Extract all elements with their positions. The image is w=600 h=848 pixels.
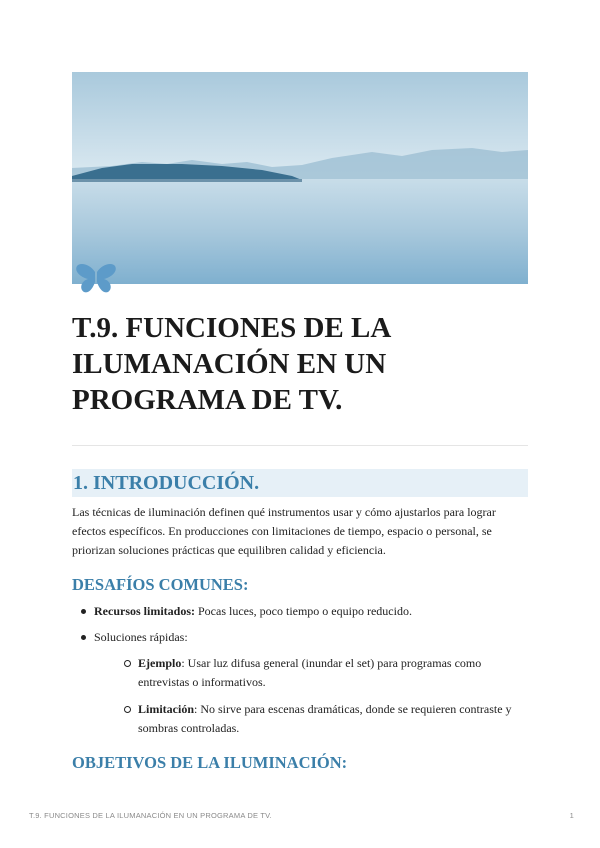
title-line-3: PROGRAMA DE TV. [72, 384, 343, 416]
subheading-desafios: DESAFÍOS COMUNES: [72, 575, 249, 594]
circle-bullet-icon [124, 660, 131, 667]
bullet-icon [81, 635, 86, 640]
document-title [72, 310, 528, 418]
title-line-1: T.9. FUNCIONES DE LA [72, 312, 392, 344]
page-number: 1 [569, 811, 574, 820]
item-bold-label: Recursos limitados: [94, 604, 195, 618]
item-text: Soluciones rápidas: [94, 630, 188, 644]
list-item [72, 628, 528, 738]
bullet-icon [81, 609, 86, 614]
sub-list-item [116, 654, 528, 692]
sub-item-bold-label: Limitación [138, 702, 194, 716]
circle-bullet-icon [124, 706, 131, 713]
title-divider [72, 445, 528, 446]
intro-paragraph: Las técnicas de iluminación definen qué instrumentos usar y cómo ajustarlos para lograr efectos específicos. En producciones con limitaciones de tiempo, espacio o personal, se priorizan soluciones prácticas que equilibren calidad y eficiencia. [72, 505, 496, 557]
sub-item-text: : No sirve para escenas dramáticas, donde se requieren contraste y sombras controladas. [138, 702, 512, 735]
item-text: Pocas luces, poco tiempo o equipo reducido. [195, 604, 412, 618]
footer-running-title: T.9. FUNCIONES DE LA ILUMANACIÓN EN UN PROGRAMA DE TV. [29, 811, 272, 820]
sub-list-item [116, 700, 528, 738]
subheading-objetivos: OBJETIVOS DE LA ILUMINACIÓN: [72, 753, 348, 772]
butterfly-icon [74, 262, 118, 296]
cover-image [72, 72, 528, 284]
page-footer [29, 811, 574, 820]
sub-item-bold-label: Ejemplo [138, 656, 182, 670]
sub-list [116, 654, 528, 738]
list-item [72, 602, 528, 621]
title-line-2: ILUMANACIÓN EN UN [72, 348, 387, 380]
section-heading-introduccion: 1. INTRODUCCIÓN. [72, 469, 528, 497]
sub-item-text: : Usar luz difusa general (inundar el set) para programas como entrevistas o informativos. [138, 656, 482, 689]
desafios-list [72, 602, 528, 746]
